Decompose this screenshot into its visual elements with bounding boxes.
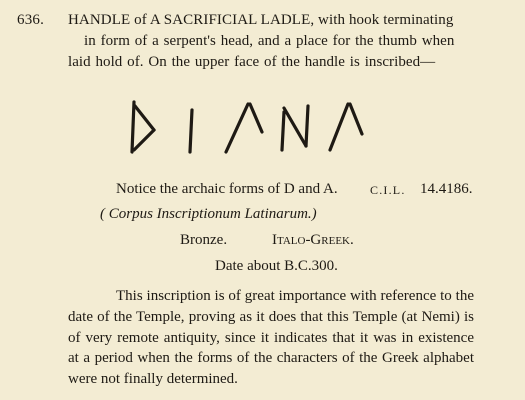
- material-label: Bronze.: [180, 232, 228, 248]
- entry-title-line-3: laid hold of. On the upper face of the handle is inscribed—: [68, 54, 436, 70]
- origin-label: Italo-Greek.: [272, 232, 354, 248]
- entry-title-line-1: HANDLE of A SACRIFICIAL LADLE, with hook terminating: [68, 12, 454, 28]
- entry-title-line-2: in form of a serpent's head, and a place for the thumb when: [84, 33, 455, 49]
- cil-label: C.I.L.: [370, 183, 406, 197]
- commentary-paragraph: This inscription is of great importance with reference to the date of the Temple, proving as it does that this Temple (at Nemi) is of very remote antiquity, since it indicates that it was in existence at a period when the forms of the characters of the Greek alphabet were not finally determined.: [68, 288, 474, 388]
- date-line: Date about B.C.300.: [215, 258, 338, 274]
- entry-number: 636.: [17, 12, 45, 28]
- notice-text: Notice the archaic forms of D and A.: [116, 181, 338, 197]
- cil-reference: 14.4186.: [420, 181, 473, 197]
- corpus-citation: ( Corpus Inscriptionum Latinarum.): [100, 206, 317, 222]
- inscription-drawing: [126, 96, 366, 158]
- diana-inscription: [126, 96, 366, 158]
